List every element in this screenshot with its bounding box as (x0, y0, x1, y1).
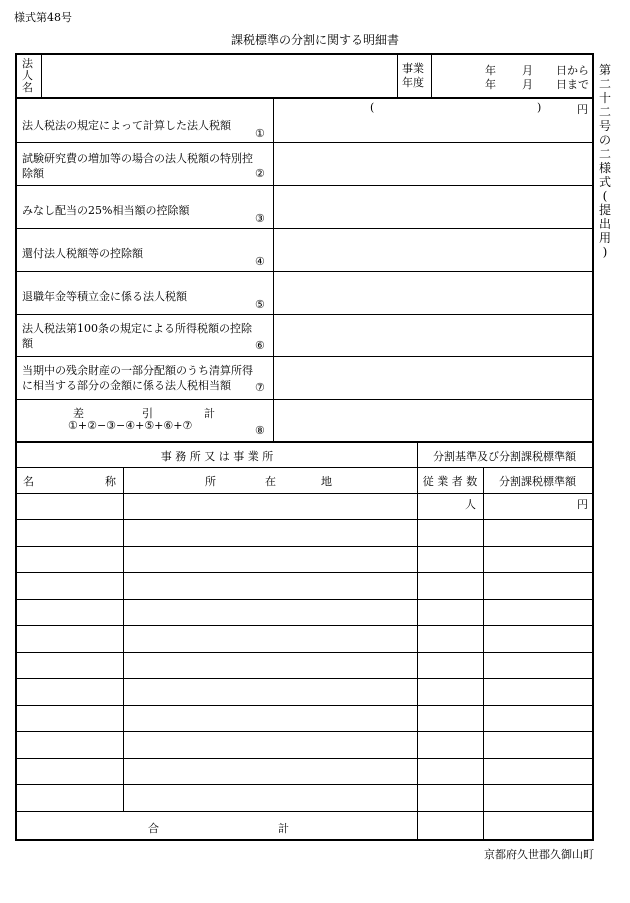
item-number: ⑧ (255, 424, 265, 437)
from-label: 日から (556, 64, 589, 77)
item-amount-field[interactable] (274, 229, 592, 271)
col-location: 在 (265, 475, 276, 488)
item-label: 還付法人税額等の控除額 (22, 247, 143, 260)
to-label: 日まで (556, 78, 589, 91)
table-row[interactable] (17, 679, 592, 705)
divider (397, 55, 398, 98)
diff-char: 計 (204, 407, 215, 420)
table-row[interactable] (17, 600, 592, 625)
item-label: 退職年金等積立金に係る法人税額 (22, 290, 187, 303)
corp-name-label: 法 人 名 (22, 57, 33, 94)
total-label: 計 (278, 822, 289, 835)
unit-yen: 円 (577, 498, 588, 511)
item-amount-field[interactable] (274, 143, 592, 185)
col-name: 称 (105, 475, 116, 488)
year-label: 年 (485, 64, 496, 77)
item-number: ① (255, 127, 265, 140)
item-label: 法人税法の規定によって計算した法人税額 (22, 119, 231, 132)
table-row[interactable] (17, 494, 592, 519)
split-header: 分割基準及び分割課税標準額 (433, 450, 576, 463)
table-row[interactable] (17, 785, 592, 811)
divider (17, 441, 592, 443)
col-split-amount: 分割課税標準額 (499, 475, 576, 488)
item-amount-field[interactable] (274, 99, 592, 142)
table-row[interactable] (17, 520, 592, 546)
corp-name-field[interactable] (42, 55, 397, 98)
col-employees: 従 業 者 数 (422, 475, 478, 488)
paren-open: ( (370, 101, 375, 114)
diff-char: 差 (73, 407, 84, 420)
document-title: 課税標準の分割に関する明細書 (230, 33, 399, 47)
unit-person: 人 (465, 498, 476, 511)
item-amount-field[interactable] (274, 272, 592, 314)
item-number: ⑥ (255, 339, 265, 352)
diff-amount-field[interactable] (274, 400, 592, 441)
table-row[interactable] (17, 626, 592, 652)
diff-formula: ①+②−③−④+⑤+⑥+⑦ (68, 419, 193, 432)
total-employees-field[interactable] (418, 812, 483, 839)
item-number: ⑦ (255, 381, 265, 394)
month-label: 月 (522, 78, 533, 91)
col-location: 所 (205, 475, 216, 488)
total-label: 合 (148, 822, 159, 835)
item-number: ⑤ (255, 298, 265, 311)
item-label: 当期中の残余財産の一部分配額のうち清算所得 に相当する部分の金額に係る法人税相当額 (22, 364, 253, 392)
col-location: 地 (321, 475, 332, 488)
business-year-field[interactable] (432, 55, 594, 98)
paren-close: ) (537, 101, 542, 114)
item-amount-field[interactable] (274, 186, 592, 228)
business-year-label: 事業 年度 (402, 62, 424, 89)
total-amount-field[interactable] (484, 812, 592, 839)
yen-unit: 円 (577, 103, 588, 116)
form-number: 様式第48号 (14, 11, 72, 24)
table-row[interactable] (17, 653, 592, 678)
office-header: 事 務 所 又 は 事 業 所 (160, 450, 274, 463)
table-row[interactable] (17, 573, 592, 599)
item-amount-field[interactable] (274, 315, 592, 356)
side-note: 第 二 十 二 号 の 二 様 式 ( 提 出 用 ) (598, 63, 611, 259)
diff-char: 引 (142, 407, 153, 420)
table-row[interactable] (17, 547, 592, 572)
year-label: 年 (485, 78, 496, 91)
table-row[interactable] (17, 732, 592, 758)
col-name: 名 (23, 475, 34, 488)
item-number: ② (255, 167, 265, 180)
item-number: ③ (255, 212, 265, 225)
item-label: 法人税法第100条の規定による所得税額の控除 額 (22, 322, 252, 350)
item-label: 試験研究費の増加等の場合の法人税額の特別控 除額 (22, 152, 253, 180)
item-amount-field[interactable] (274, 357, 592, 399)
table-row[interactable] (17, 706, 592, 731)
month-label: 月 (522, 64, 533, 77)
item-label: みなし配当の25%相当額の控除額 (22, 204, 190, 217)
form-table (15, 53, 594, 841)
table-row[interactable] (17, 759, 592, 784)
municipality-footer: 京都府久世郡久御山町 (484, 848, 594, 861)
divider (17, 467, 592, 468)
item-number: ④ (255, 255, 265, 268)
